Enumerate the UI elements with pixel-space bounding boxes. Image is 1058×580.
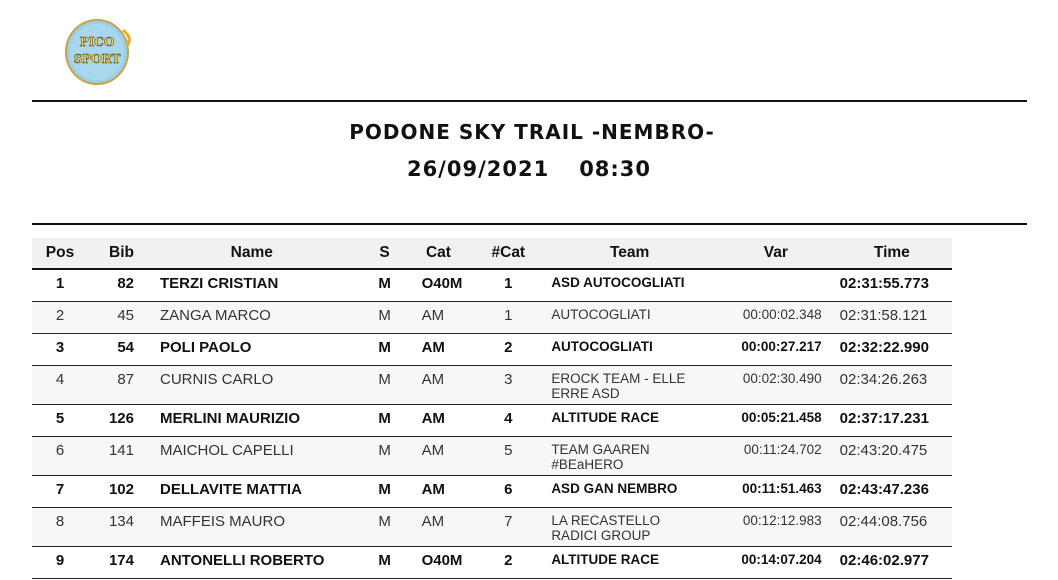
- cell-team: [539, 507, 720, 546]
- cell-bib: [88, 475, 134, 507]
- cell-name: [134, 333, 370, 365]
- cell-var-text: 00:14:07.204: [741, 551, 822, 567]
- cell-name-text: ZANGA MARCO: [160, 306, 271, 324]
- cell-pos: [32, 507, 88, 546]
- cell-name-text: POLI PAOLO: [160, 338, 252, 356]
- cell-sex-text: M: [378, 338, 391, 356]
- cell-pos: [32, 301, 88, 333]
- cell-team: [539, 475, 720, 507]
- cell-cat: [400, 269, 478, 301]
- cell-time-text: 02:31:55.773: [839, 275, 929, 292]
- cell-sex: [370, 475, 400, 507]
- cell-var-text: 00:02:30.490: [742, 370, 822, 386]
- cell-bib-text: 126: [108, 409, 134, 427]
- header-bib: Bib: [88, 238, 134, 269]
- cell-time-text: 02:34:26.263: [839, 370, 928, 388]
- cell-var: [720, 333, 832, 365]
- cell-cat-rank: [477, 475, 539, 507]
- table-divider: [32, 223, 1027, 225]
- cell-bib-text: 141: [108, 441, 134, 459]
- table-row: [32, 475, 952, 507]
- team-line: ERRE ASD: [551, 385, 620, 401]
- cell-team: [539, 301, 720, 333]
- team-line: ALTITUDE RACE: [551, 409, 660, 425]
- cell-pos-text: 6: [55, 441, 65, 459]
- cell-sex: [370, 436, 400, 475]
- cell-name-text: MAFFEIS MAURO: [160, 512, 286, 530]
- team-line: EROCK TEAM - ELLE: [551, 370, 686, 386]
- cell-pos: [32, 333, 88, 365]
- cell-var-text: 00:00:27.217: [741, 338, 822, 354]
- cell-cat-rank: [477, 301, 539, 333]
- cell-pos-text: 4: [55, 370, 65, 388]
- cell-cat-rank-text: 1: [504, 306, 513, 324]
- cell-name-text: MERLINI MAURIZIO: [160, 409, 300, 427]
- cell-time: [832, 507, 952, 546]
- cell-pos: [32, 365, 88, 404]
- cell-var: [720, 269, 832, 301]
- header-team: Team: [539, 238, 720, 269]
- cell-cat-rank-text: 5: [504, 441, 513, 459]
- cell-pos-text: 3: [55, 338, 65, 356]
- cell-team: [539, 404, 720, 436]
- cell-time: [832, 365, 952, 404]
- table-row: [32, 269, 952, 301]
- cell-var: [720, 507, 832, 546]
- cell-cat-rank-text: 1: [504, 275, 513, 292]
- cell-bib: [88, 546, 134, 578]
- cell-sex: [370, 365, 400, 404]
- cell-bib: [88, 333, 134, 365]
- cell-var-text: 00:11:51.463: [742, 480, 822, 496]
- cell-time-text: 02:43:47.236: [839, 480, 929, 498]
- header-sex: S: [370, 238, 400, 269]
- cell-cat-rank: [477, 269, 539, 301]
- cell-cat-text: AM: [421, 409, 445, 427]
- cell-name-text: TERZI CRISTIAN: [160, 275, 279, 292]
- cell-bib-text: 87: [117, 370, 134, 388]
- cell-name: [134, 436, 370, 475]
- cell-sex: [370, 404, 400, 436]
- cell-cat: [400, 475, 478, 507]
- cell-time-text: 02:43:20.475: [839, 441, 928, 459]
- cell-bib: [88, 404, 134, 436]
- cell-time: [832, 333, 952, 365]
- cell-cat-rank: [477, 404, 539, 436]
- event-date: 26/09/2021: [406, 157, 550, 181]
- event-start-time: 08:30: [579, 157, 652, 181]
- table-row: [32, 404, 952, 436]
- cell-cat: [400, 436, 478, 475]
- cell-cat: [400, 404, 478, 436]
- cell-bib-text: 102: [108, 480, 134, 498]
- cell-cat-text: O40M: [421, 551, 463, 569]
- cell-var-text: 00:12:12.983: [742, 512, 822, 528]
- cell-time: [832, 475, 952, 507]
- cell-var-text: 00:11:24.702: [743, 441, 822, 457]
- cell-time: [832, 269, 952, 301]
- table-row: [32, 365, 952, 404]
- cell-sex: [370, 301, 400, 333]
- cell-cat-text: AM: [421, 480, 445, 498]
- cell-cat-rank: [477, 333, 539, 365]
- team-line: ASD AUTOCOGLIATI: [551, 275, 685, 290]
- cell-cat-rank-text: 2: [504, 551, 513, 569]
- team-line: ASD GAN NEMBRO: [551, 480, 678, 496]
- cell-name-text: ANTONELLI ROBERTO: [160, 551, 325, 569]
- cell-var: [720, 436, 832, 475]
- cell-cat: [400, 507, 478, 546]
- cell-cat-rank-text: 6: [504, 480, 513, 498]
- cell-name: [134, 507, 370, 546]
- cell-sex-text: M: [378, 512, 391, 530]
- cell-cat-rank: [477, 365, 539, 404]
- table-row: [32, 301, 952, 333]
- cell-pos-text: 5: [55, 409, 65, 427]
- header-name: Name: [134, 238, 370, 269]
- cell-team: [539, 269, 720, 301]
- cell-var: [720, 365, 832, 404]
- cell-cat: [400, 301, 478, 333]
- header-divider: [32, 100, 1027, 102]
- cell-team: [539, 546, 720, 578]
- cell-name-text: CURNIS CARLO: [160, 370, 274, 388]
- cell-pos: [32, 546, 88, 578]
- cell-name: [134, 404, 370, 436]
- cell-cat-rank: [477, 507, 539, 546]
- cell-cat-rank: [477, 436, 539, 475]
- cell-var: [720, 404, 832, 436]
- cell-var: [720, 301, 832, 333]
- cell-pos: [32, 404, 88, 436]
- cell-pos-text: 2: [55, 306, 65, 324]
- cell-time-text: 02:37:17.231: [839, 409, 929, 427]
- cell-team: [539, 333, 720, 365]
- cell-cat: [400, 365, 478, 404]
- cell-team: [539, 436, 720, 475]
- header-cat: Cat: [400, 238, 478, 269]
- cell-bib-text: 54: [117, 338, 134, 356]
- event-datetime: [0, 157, 1058, 181]
- cell-time: [832, 546, 952, 578]
- cell-sex: [370, 269, 400, 301]
- cell-pos: [32, 269, 88, 301]
- cell-sex: [370, 546, 400, 578]
- cell-cat-rank-text: 3: [504, 370, 513, 388]
- cell-pos: [32, 475, 88, 507]
- cell-sex-text: M: [378, 480, 391, 498]
- cell-time-text: 02:31:58.121: [839, 306, 928, 324]
- cell-cat-text: AM: [421, 370, 445, 388]
- cell-pos-text: 9: [55, 551, 65, 569]
- cell-pos: [32, 436, 88, 475]
- cell-var: [720, 546, 832, 578]
- cell-bib-text: 45: [117, 306, 134, 324]
- cell-cat-text: AM: [421, 306, 445, 324]
- logo-text-top: PICO: [79, 35, 115, 49]
- cell-sex: [370, 333, 400, 365]
- cell-bib-text: 174: [108, 551, 134, 569]
- team-line: TEAM GAAREN: [551, 441, 650, 457]
- cell-cat-rank-text: 4: [504, 409, 513, 427]
- event-title: PODONE SKY TRAIL -NEMBRO-: [349, 120, 715, 144]
- cell-var-text: 00:05:21.458: [741, 409, 822, 425]
- table-row: [32, 507, 952, 546]
- table-row: [32, 436, 952, 475]
- cell-sex-text: M: [378, 551, 391, 569]
- cell-time: [832, 404, 952, 436]
- cell-team: [539, 365, 720, 404]
- cell-var: [720, 475, 832, 507]
- cell-bib: [88, 365, 134, 404]
- team-line: ALTITUDE RACE: [551, 551, 660, 567]
- cell-name: [134, 546, 370, 578]
- cell-sex-text: M: [378, 370, 391, 388]
- header-cat-rank: #Cat: [477, 238, 539, 269]
- cell-bib: [88, 436, 134, 475]
- cell-cat: [400, 546, 478, 578]
- logo-text-bottom: SPORT: [73, 52, 121, 66]
- cell-cat: [400, 333, 478, 365]
- cell-sex-text: M: [378, 306, 391, 324]
- cell-time: [832, 436, 952, 475]
- cell-cat-text: AM: [421, 512, 445, 530]
- cell-sex-text: M: [378, 275, 391, 292]
- table-row: [32, 333, 952, 365]
- cell-name: [134, 475, 370, 507]
- cell-bib: [88, 507, 134, 546]
- cell-time-text: 02:32:22.990: [839, 338, 929, 356]
- header-row: [32, 238, 952, 269]
- cell-bib-text: 134: [108, 512, 134, 530]
- header-pos: Pos: [32, 238, 88, 269]
- cell-time-text: 02:44:08.756: [839, 512, 928, 530]
- cell-time-text: 02:46:02.977: [839, 551, 929, 569]
- cell-cat-rank: [477, 546, 539, 578]
- cell-cat-text: AM: [421, 441, 445, 459]
- cell-name: [134, 269, 370, 301]
- team-line: AUTOCOGLIATI: [551, 306, 651, 322]
- cell-sex-text: M: [378, 409, 391, 427]
- header-time: Time: [832, 238, 952, 269]
- cell-time: [832, 301, 952, 333]
- cell-cat-rank-text: 7: [504, 512, 513, 530]
- cell-name-text: MAICHOL CAPELLI: [160, 441, 294, 459]
- cell-var-text: [720, 270, 822, 275]
- cell-pos-text: 1: [55, 275, 65, 292]
- cell-cat-text: O40M: [421, 275, 463, 292]
- team-line: RADICI GROUP: [551, 527, 651, 543]
- cell-cat-text: AM: [421, 338, 445, 356]
- header-var: Var: [720, 238, 832, 269]
- cell-name-text: DELLAVITE MATTIA: [160, 480, 302, 498]
- team-line: LA RECASTELLO: [551, 512, 661, 528]
- cell-bib: [88, 301, 134, 333]
- cell-cat-rank-text: 2: [504, 338, 513, 356]
- cell-sex-text: M: [378, 441, 391, 459]
- team-line: #BEaHERO: [551, 456, 624, 472]
- cell-pos-text: 8: [55, 512, 65, 530]
- team-line: AUTOCOGLIATI: [551, 338, 653, 354]
- pico-sport-logo: [63, 16, 131, 86]
- cell-name: [134, 365, 370, 404]
- cell-sex: [370, 507, 400, 546]
- cell-var-text: 00:00:02.348: [742, 306, 822, 322]
- results-table: [32, 238, 952, 579]
- cell-name: [134, 301, 370, 333]
- cell-bib-text: 82: [117, 275, 134, 292]
- table-row: [32, 546, 952, 578]
- cell-pos-text: 7: [55, 480, 65, 498]
- cell-bib: [88, 269, 134, 301]
